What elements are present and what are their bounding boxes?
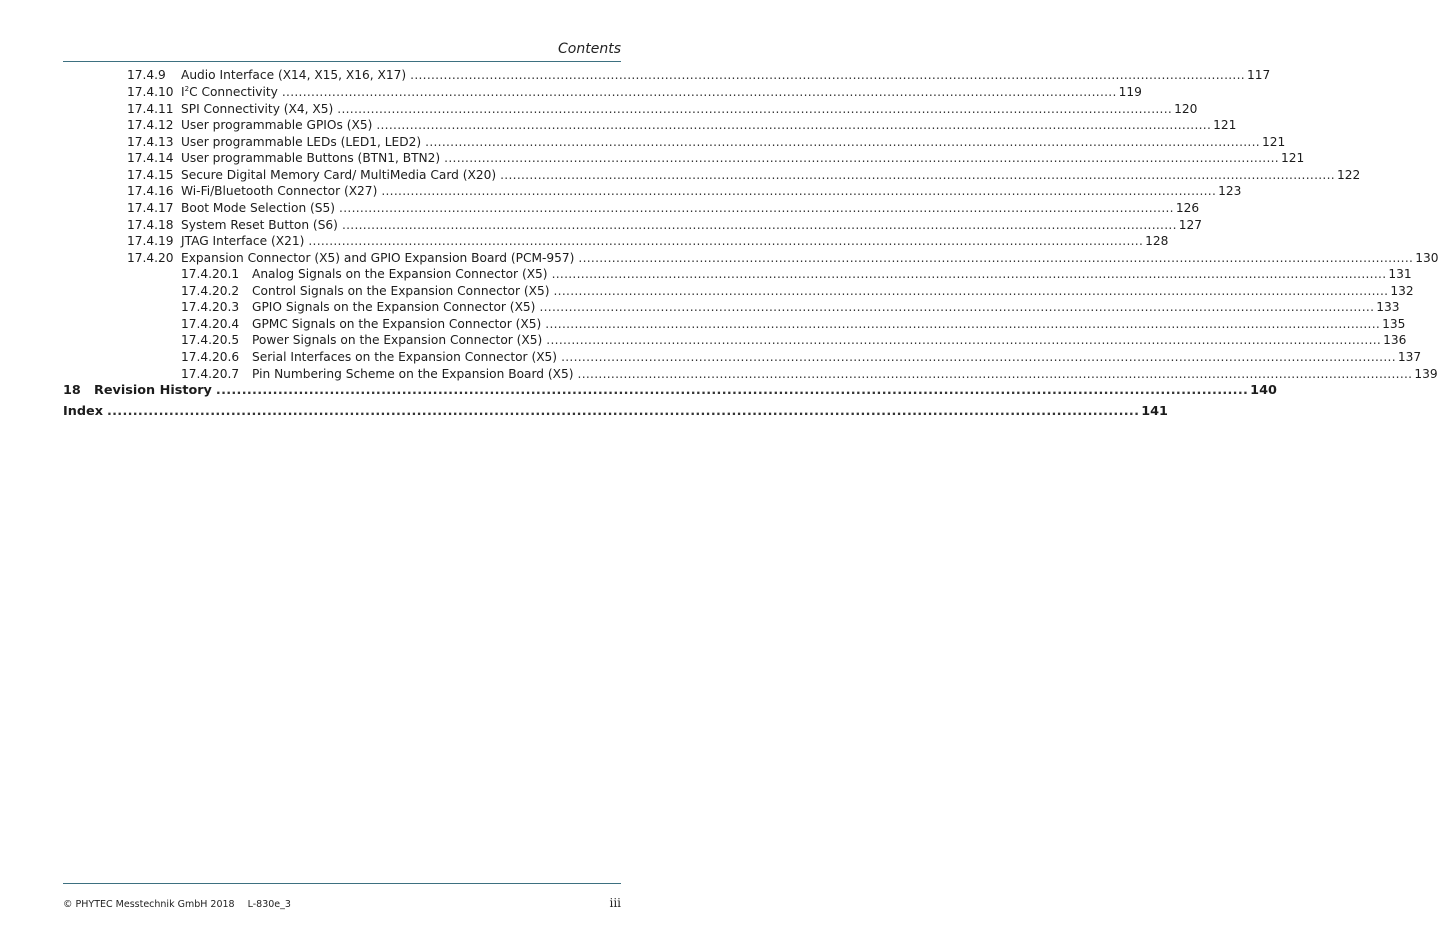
toc-entry-title: Audio Interface (X14, X15, X16, X17) xyxy=(181,68,407,82)
toc-entry-page: 121 xyxy=(1261,134,1286,149)
toc-entry-number: 17.4.15 xyxy=(127,167,174,182)
toc-entry-title: Boot Mode Selection (S5) xyxy=(181,201,336,215)
footer-page-number: iii xyxy=(609,896,621,910)
toc-dot-leader: ........................................................................................................................................................................................................ xyxy=(561,350,1396,364)
toc-entry-number: 17.4.20.4 xyxy=(181,316,240,331)
toc-entry-page: 121 xyxy=(1213,118,1237,132)
toc-entry-page: 127 xyxy=(1178,217,1203,232)
toc-dot-leader: ........................................................................................................................................................................................................ xyxy=(553,283,1389,298)
toc-entry-title: Serial Interfaces on the Expansion Connector (X5) xyxy=(252,350,558,364)
toc-entry-title-rest: C Connectivity xyxy=(189,85,278,99)
toc-entry-title: System Reset Button (S6) xyxy=(181,217,338,232)
toc-entry[interactable] xyxy=(181,267,1412,284)
toc-entry-number: 17.4.18 xyxy=(127,217,174,232)
toc-entry-page: 128 xyxy=(1145,234,1169,248)
toc-entry[interactable] xyxy=(127,234,1169,251)
toc-entry-number: 17.4.13 xyxy=(127,134,174,149)
toc-dot-leader: ........................................................................................................................................................................................................ xyxy=(545,316,1381,331)
toc-entry[interactable] xyxy=(127,167,1361,185)
toc-entry-number: 17.4.19 xyxy=(127,234,174,248)
toc-entry-page: 137 xyxy=(1397,350,1422,364)
toc-entry[interactable] xyxy=(127,250,1438,268)
toc-entry-title: User programmable GPIOs (X5) xyxy=(181,118,373,132)
toc-entry-page: 136 xyxy=(1383,333,1407,347)
toc-entry-title: Power Signals on the Expansion Connector (X5) xyxy=(252,333,543,347)
toc-entry-title: Revision History xyxy=(94,383,212,398)
toc-entry-page: 121 xyxy=(1280,151,1305,165)
toc-entry-page: 131 xyxy=(1388,267,1412,281)
toc-dot-leader: ........................................................................................................................................................................................................ xyxy=(425,134,1260,149)
toc-entry-title-superscript: 2 xyxy=(184,85,190,93)
toc-entry[interactable] xyxy=(181,333,1407,350)
toc-entry-number: 17.4.20.2 xyxy=(181,283,240,298)
toc-entry[interactable] xyxy=(63,383,1277,400)
toc-entry-title: GPMC Signals on the Expansion Connector (X5) xyxy=(252,316,542,331)
footer-copyright: © PHYTEC Messtechnik GmbH 2018 xyxy=(63,899,235,910)
toc-entry-number: 17.4.20.5 xyxy=(181,333,240,347)
toc-entry-number: 17.4.14 xyxy=(127,151,174,165)
toc-entry[interactable] xyxy=(127,85,1142,102)
toc-entry-number: 17.4.11 xyxy=(127,101,174,116)
toc-entry-page: 117 xyxy=(1246,68,1271,82)
toc-entry[interactable] xyxy=(181,366,1438,384)
toc-entry-page: 130 xyxy=(1415,250,1438,265)
toc-entry[interactable] xyxy=(127,217,1203,235)
toc-dot-leader: ........................................................................................................................................................................................................ xyxy=(546,333,1382,347)
toc-entry-page: 126 xyxy=(1175,201,1200,215)
toc-entry-page: 139 xyxy=(1414,366,1438,381)
toc-dot-leader: ........................................................................................................................................................................................................ xyxy=(376,118,1212,132)
toc-entry-title: Control Signals on the Expansion Connector (X5) xyxy=(252,283,550,298)
toc-entry[interactable] xyxy=(181,350,1422,367)
toc-entry-page: 133 xyxy=(1376,300,1400,314)
toc-entry[interactable] xyxy=(127,68,1271,85)
toc-entry-number: 17.4.20.3 xyxy=(181,300,240,314)
toc-dot-leader: ........................................................................................................................................................................................................ xyxy=(577,366,1413,381)
toc-entry-title xyxy=(181,85,278,99)
toc-entry-number: 17.4.12 xyxy=(127,118,174,132)
toc-entry[interactable] xyxy=(127,134,1286,152)
toc-entry-page: 132 xyxy=(1390,283,1414,298)
toc-entry[interactable] xyxy=(181,283,1414,301)
toc-entry-page: 120 xyxy=(1174,101,1198,116)
toc-entry-page: 123 xyxy=(1218,184,1242,198)
toc-entry-title: Analog Signals on the Expansion Connector (X5) xyxy=(252,267,548,281)
toc-entry-number: 17.4.17 xyxy=(127,201,174,215)
toc-entry[interactable] xyxy=(127,184,1242,201)
toc-dot-leader: ........................................................................................................................................................................................................ xyxy=(381,184,1217,198)
toc-dot-leader: ........................................................................................................................................................................................................ xyxy=(337,101,1173,116)
toc-entry[interactable] xyxy=(127,118,1237,135)
toc-entry-page: 122 xyxy=(1336,167,1361,182)
toc-entry-title: Index xyxy=(63,404,103,419)
toc-entry-number: 17.4.20.7 xyxy=(181,366,240,381)
toc-dot-leader: ........................................................................................................................................................................................................ xyxy=(341,217,1177,232)
header-rule xyxy=(63,61,621,62)
header-title: Contents xyxy=(558,41,621,57)
toc-dot-leader: ........................................................................................................................................................................................................ xyxy=(500,167,1335,182)
toc-entry-number: 17.4.20 xyxy=(127,250,174,265)
toc-entry[interactable] xyxy=(181,316,1406,334)
toc-dot-leader: ........................................................................................................................................................................................................ xyxy=(551,267,1387,281)
toc-dot-leader: ........................................................................................................................................................................................................ xyxy=(308,234,1144,248)
toc-entry-title: SPI Connectivity (X4, X5) xyxy=(181,101,334,116)
toc-entry-title: Wi-Fi/Bluetooth Connector (X27) xyxy=(181,184,378,198)
toc-entry-number: 18 xyxy=(63,383,81,398)
toc-entry-title: JTAG Interface (X21) xyxy=(181,234,305,248)
toc-entry[interactable] xyxy=(63,404,1168,421)
toc-entry[interactable] xyxy=(127,101,1198,119)
toc-entry-title: Pin Numbering Scheme on the Expansion Board (X5) xyxy=(252,366,574,381)
toc-dot-leader: ........................................................................................................................................................................................................ xyxy=(339,201,1174,215)
toc-entry-number: 17.4.10 xyxy=(127,85,174,99)
toc-entry-title: User programmable LEDs (LED1, LED2) xyxy=(181,134,422,149)
toc-entry-title: User programmable Buttons (BTN1, BTN2) xyxy=(181,151,441,165)
toc-dot-leader: ........................................................................................................................................................................................................ xyxy=(215,383,1249,398)
toc-entry-page: 140 xyxy=(1250,383,1277,398)
toc-dot-leader: ........................................................................................................................................................................................................ xyxy=(410,68,1245,82)
footer-rule xyxy=(63,883,621,884)
toc-dot-leader: ........................................................................................................................................................................................................ xyxy=(539,300,1375,314)
toc-entry-title: Expansion Connector (X5) and GPIO Expansion Board (PCM-957) xyxy=(181,250,575,265)
toc-entry-page: 141 xyxy=(1141,404,1168,419)
toc-entry-page: 135 xyxy=(1382,316,1406,331)
toc-entry-number: 17.4.9 xyxy=(127,68,166,82)
toc-entry-title: Secure Digital Memory Card/ MultiMedia Card (X20) xyxy=(181,167,497,182)
toc-entry-number: 17.4.20.1 xyxy=(181,267,240,281)
toc-dot-leader: ........................................................................................................................................................................................................ xyxy=(106,404,1140,419)
toc-entry[interactable] xyxy=(127,201,1200,218)
toc-entry-title: GPIO Signals on the Expansion Connector (X5) xyxy=(252,300,536,314)
toc-entry-number: 17.4.20.6 xyxy=(181,350,240,364)
footer-doc-id: L-830e_3 xyxy=(247,899,291,910)
toc-dot-leader: ........................................................................................................................................................................................................ xyxy=(281,85,1117,99)
toc-entry[interactable] xyxy=(181,300,1400,317)
toc-entry-title-prefix: I xyxy=(181,85,185,99)
toc-dot-leader: ........................................................................................................................................................................................................ xyxy=(578,250,1414,265)
toc-entry-page: 119 xyxy=(1118,85,1142,99)
toc-dot-leader: ........................................................................................................................................................................................................ xyxy=(444,151,1279,165)
toc-entry-number: 17.4.16 xyxy=(127,184,174,198)
footer-info xyxy=(63,899,301,910)
toc-entry[interactable] xyxy=(127,151,1305,168)
